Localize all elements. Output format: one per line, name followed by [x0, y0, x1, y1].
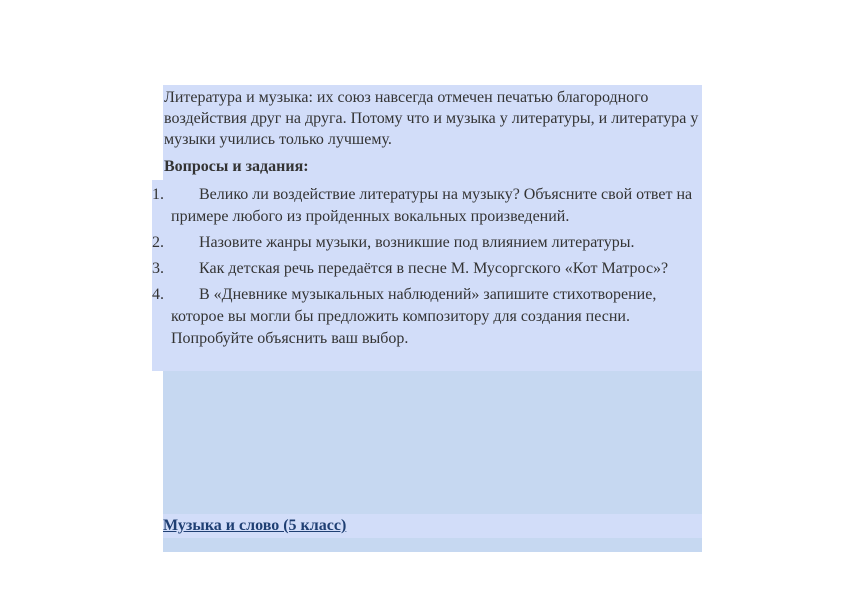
question-text	[152, 232, 697, 254]
question-item	[152, 284, 697, 350]
bottom-strip	[163, 538, 702, 552]
intro-paragraph: Литература и музыка: их союз навсегда отмечен печатью благородного воздействия друг на друга. Потому что и музыка у литературы, и литература у музыки учились только лучшему.	[164, 89, 699, 148]
question-text-body: Как детская речь передаётся в песне М. Мусоргского «Кот Матрос»?	[199, 260, 669, 277]
question-text-body: Велико ли воздействие литературы на музыку? Объясните свой ответ на примере любого из пройденных вокальных произведений.	[171, 186, 693, 225]
question-number: 3.	[152, 260, 164, 277]
footer-link[interactable]: Музыка и слово (5 класс)	[163, 517, 347, 534]
question-text-body: В «Дневнике музыкальных наблюдений» запишите стихотворение, которое вы могли бы предложить композитору для создания песни. Попробуйте объяснить ваш выбор.	[171, 286, 657, 347]
question-text-body: Назовите жанры музыки, возникшие под влиянием литературы.	[199, 234, 635, 251]
question-item	[152, 258, 697, 280]
question-text	[152, 258, 697, 280]
question-number: 2.	[152, 234, 164, 251]
questions-heading: Вопросы и задания:	[164, 158, 309, 175]
question-item	[152, 232, 697, 254]
blank-panel	[163, 371, 702, 514]
question-item	[152, 184, 697, 228]
question-text	[152, 184, 697, 228]
question-number: 4.	[152, 286, 164, 303]
question-text	[152, 284, 697, 350]
question-number: 1.	[152, 186, 164, 203]
questions-list	[152, 184, 697, 354]
